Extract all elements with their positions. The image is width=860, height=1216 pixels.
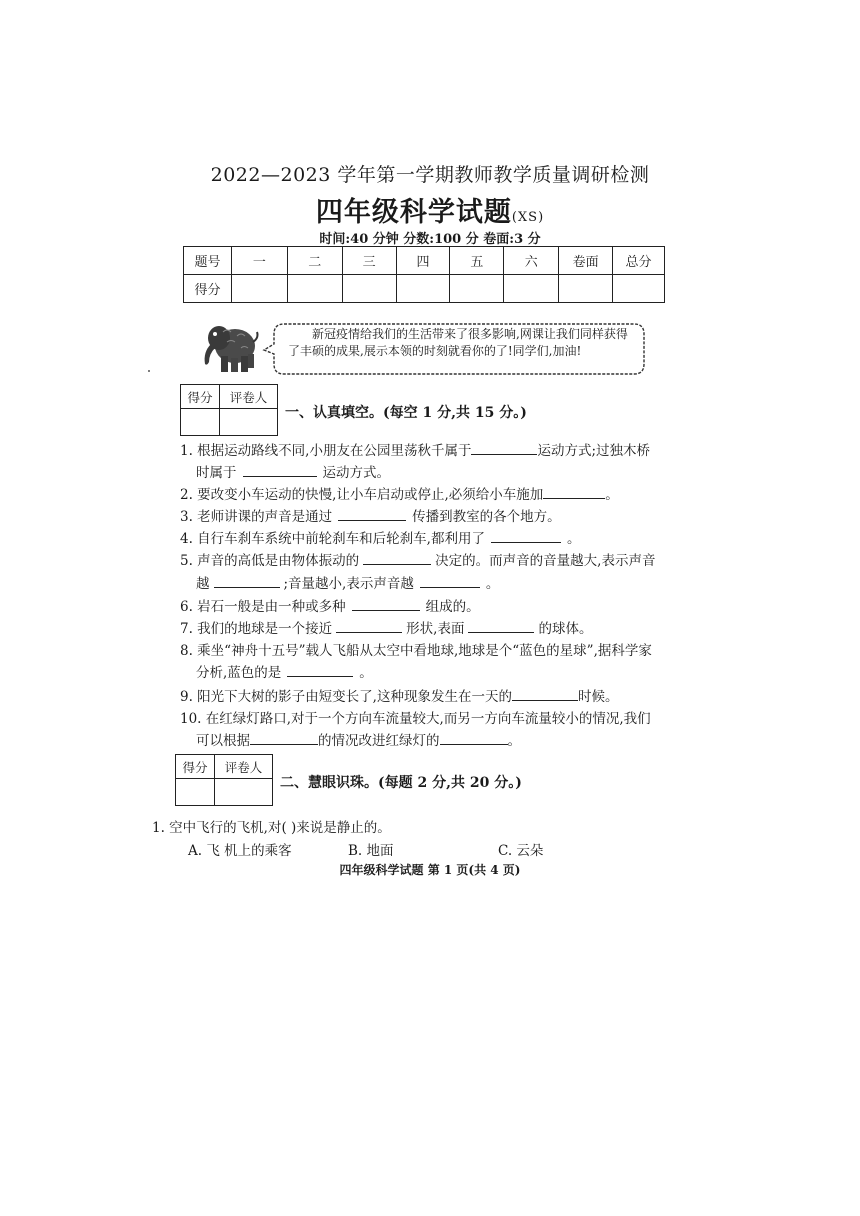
answer-blank[interactable] [543, 484, 605, 499]
answer-blank[interactable] [512, 686, 578, 701]
question-text: 。 [485, 576, 500, 592]
grade-box-section2 [175, 754, 273, 806]
question-text: 。 [605, 487, 619, 503]
grade-box-score-cell[interactable] [181, 409, 220, 436]
question-5-line2 [196, 573, 499, 595]
question-2 [180, 484, 619, 506]
question-text: 组成的。 [425, 599, 480, 615]
question-text: 分析,蓝色的是 [196, 665, 282, 681]
option-a[interactable]: A. 飞 机上的乘客 [188, 843, 292, 859]
score-table-cell: 四 [396, 247, 450, 275]
score-table-cell: 五 [450, 247, 504, 275]
answer-blank[interactable] [250, 730, 318, 745]
question-text: 3. 老师讲课的声音是通过 [180, 509, 333, 525]
question-text: 时候。 [577, 689, 619, 705]
score-cell-empty[interactable] [504, 275, 559, 303]
page-footer: 四年级科学试题 第 1 页(共 4 页) [339, 863, 521, 877]
question-text: 的球体。 [538, 621, 593, 637]
question-10-line1: 10. 在红绿灯路口,对于一个方向车流量较大,而另一方向车流量较小的情况,我们 [180, 711, 651, 727]
score-cell-empty[interactable] [231, 275, 287, 303]
section2-title: 二、慧眼识珠。(每题 2 分,共 20 分。) [280, 775, 522, 791]
section2-question-1: 1. 空中飞行的飞机,对( )来说是静止的。 [152, 820, 391, 836]
answer-blank[interactable] [287, 662, 353, 677]
grade-box-score-label: 得分 [176, 755, 215, 779]
question-text: 5. 声音的高低是由物体振动的 [180, 553, 360, 569]
question-9 [180, 686, 618, 708]
answer-blank[interactable] [420, 573, 480, 588]
answer-blank[interactable] [471, 440, 537, 455]
question-text: 4. 自行车刹车系统中前轮刹车和后轮刹车,都利用了 [180, 531, 485, 547]
answer-blank[interactable] [491, 528, 561, 543]
question-text: 。 [566, 531, 581, 547]
question-10-line2 [196, 730, 521, 752]
score-cell-empty[interactable] [396, 275, 450, 303]
score-cell-empty[interactable] [450, 275, 504, 303]
score-table-cell: 总分 [613, 247, 665, 275]
score-cell-empty[interactable] [559, 275, 613, 303]
answer-blank[interactable] [468, 618, 534, 633]
answer-blank[interactable] [440, 730, 508, 745]
question-text: 可以根据 [196, 733, 250, 749]
section1-title: 一、认真填空。(每空 1 分,共 15 分。) [285, 405, 527, 421]
question-text: 6. 岩石一般是由一种或多种 [180, 599, 346, 615]
score-table-cell: 三 [342, 247, 396, 275]
option-c[interactable]: C. 云朵 [498, 843, 544, 859]
question-1-line2 [196, 462, 390, 484]
question-text: 传播到教室的各个地方。 [412, 509, 561, 525]
option-b[interactable]: B. 地面 [348, 843, 394, 859]
answer-blank[interactable] [336, 618, 402, 633]
answer-blank[interactable] [338, 506, 406, 521]
score-cell-empty[interactable] [287, 275, 342, 303]
score-table-score-row [184, 275, 665, 303]
score-table-cell: 六 [504, 247, 559, 275]
question-text: 9. 阳光下大树的影子由短变长了,这种现象发生在一天的 [180, 689, 512, 705]
question-8-line1: 8. 乘坐“神舟十五号”载人飞船从太空中看地球,地球是个“蓝色的星球”,据科学家 [180, 643, 652, 659]
exam-main-title [0, 190, 860, 229]
score-table-cell: 一 [231, 247, 287, 275]
intro-text: 新冠疫情给我们的生活带来了很多影响,网课让我们同样获得了丰硕的成果,展示本领的时刻就看你的了!同学们,加油! [288, 327, 628, 358]
grade-box-grader-label: 评卷人 [220, 385, 278, 409]
answer-blank[interactable] [363, 550, 431, 565]
question-text: 运动方式;过独木桥 [537, 443, 651, 459]
grade-box-grader-label: 评卷人 [215, 755, 273, 779]
question-text: 。 [359, 665, 373, 681]
question-5-line1 [180, 550, 655, 572]
question-text: 7. 我们的地球是一个接近 [180, 621, 333, 637]
question-text: 。 [507, 733, 521, 749]
question-1-line1 [180, 440, 650, 462]
answer-blank[interactable] [352, 596, 420, 611]
score-table-cell: 卷面 [559, 247, 613, 275]
grade-box-score-cell[interactable] [176, 779, 215, 806]
question-3 [180, 506, 561, 528]
grade-box-grader-cell[interactable] [215, 779, 273, 806]
question-text: 的情况改进红绿灯的 [318, 733, 440, 749]
exam-info: 时间:40 分钟 分数:100 分 卷面:3 分 [319, 232, 541, 247]
score-table-cell: 题号 [184, 247, 232, 275]
answer-blank[interactable] [243, 462, 317, 477]
question-text: 运动方式。 [322, 465, 390, 481]
question-text: 决定的。而声音的音量越大,表示声音 [435, 553, 656, 569]
question-text: 越 [196, 576, 210, 592]
question-text: 形状,表面 [406, 621, 465, 637]
question-4 [180, 528, 580, 550]
question-text: 1. 根据运动路线不同,小朋友在公园里荡秋千属于 [180, 443, 472, 459]
question-6 [180, 596, 480, 618]
grade-box-section1 [180, 384, 278, 436]
question-text: 2. 要改变小车运动的快慢,让小车启动或停止,必须给小车施加 [180, 487, 544, 503]
score-cell-empty[interactable] [613, 275, 665, 303]
answer-blank[interactable] [214, 573, 280, 588]
score-table-cell: 得分 [184, 275, 232, 303]
scan-speck [148, 370, 150, 372]
score-table-header-row [184, 247, 665, 275]
score-cell-empty[interactable] [342, 275, 396, 303]
question-7 [180, 618, 592, 640]
elephant-illustration [197, 318, 261, 376]
grade-box-score-label: 得分 [181, 385, 220, 409]
exam-period-title: 2022—2023 学年第一学期教师教学质量调研检测 [210, 164, 650, 186]
question-8-line2 [196, 662, 373, 684]
score-table-cell: 二 [287, 247, 342, 275]
question-text: ;音量越小,表示声音越 [283, 576, 414, 592]
grade-box-grader-cell[interactable] [220, 409, 278, 436]
exam-subject-title: 四年级科学试题 [315, 197, 512, 228]
score-table [183, 246, 665, 303]
exam-code: (XS) [511, 210, 545, 225]
question-text: 时属于 [196, 465, 237, 481]
